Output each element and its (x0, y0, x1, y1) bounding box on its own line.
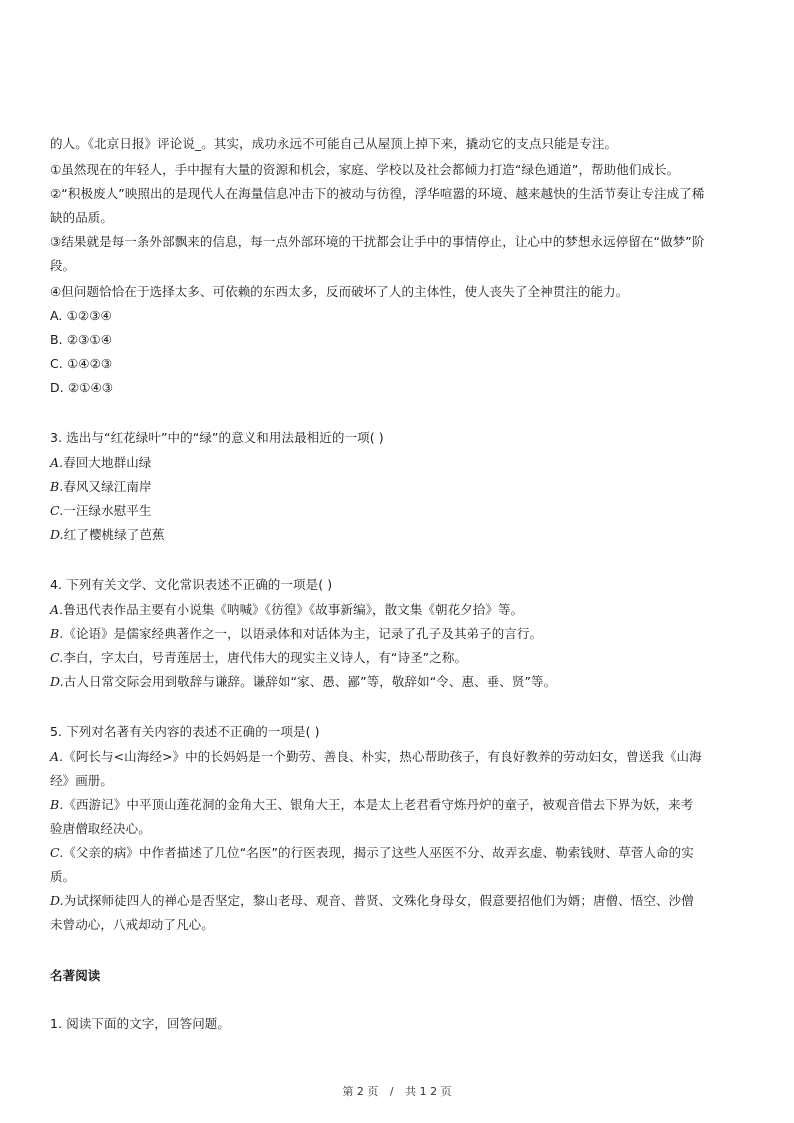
sentence-4: ④但问题恰恰在于选择太多、可依赖的东西太多，反而破坏了人的主体性，使人丧失了全神贯注的能力。 (50, 284, 629, 299)
reading-item-1: 1. 阅读下面的文字，回答问题。 (50, 1016, 231, 1031)
option-a[interactable]: A. ①②③④ (50, 308, 112, 323)
question-3-stem: 3. 选出与“红花绿叶”中的“绿”的意义和用法最相近的一项( ) (50, 430, 384, 445)
q5-option-d-cont: 未曾动心，八戒却动了凡心。 (50, 917, 214, 932)
option-text: 为试探师徒四人的禅心是否坚定，黎山老母、观音、普贤、文殊化身母女，假意要招他们为婿；唐僧、悟空、沙僧 (63, 893, 694, 908)
option-b[interactable]: B. ②③①④ (50, 332, 113, 347)
option-letter: A. (50, 455, 64, 470)
page-footer (0, 1083, 794, 1099)
option-text: 《父亲的病》中作者描述了几位“名医”的行医表现，揭示了这些人巫医不分、故弄玄虚、勒索钱财、草菅人命的实 (63, 845, 694, 860)
sentence-3-cont: 段。 (50, 258, 76, 273)
option-letter: D. (50, 893, 64, 908)
option-text: 鲁迅代表作品主要有小说集《呐喊》《彷徨》《故事新编》，散文集《朝花夕拾》等。 (63, 602, 524, 617)
option-text: 《论语》是儒家经典著作之一，以语录体和对话体为主，记录了孔子及其弟子的言行。 (63, 626, 543, 641)
option-letter: A. (50, 749, 64, 764)
option-d[interactable]: D. ②①④③ (50, 380, 114, 395)
option-letter: B. (50, 797, 64, 812)
option-letter: D. (50, 674, 64, 689)
passage-line: 的人。《北京日报》评论说_。其实，成功永远不可能自己从屋顶上掉下来，撬动它的支点只能是专注。 (50, 136, 618, 151)
option-letter: C. (50, 650, 64, 665)
q4-option-d[interactable] (50, 674, 750, 690)
sentence-3: ③结果就是每一条外部飘来的信息，每一点外部环境的干扰都会让手中的事情停止，让心中的梦想永远停留在“做梦”阶 (50, 234, 705, 249)
q5-option-c-cont: 质。 (50, 869, 76, 884)
q3-option-d[interactable] (50, 527, 750, 543)
option-c[interactable]: C. ①④②③ (50, 356, 113, 371)
option-text: 《阿长与<山海经>》中的长妈妈是一个勤劳、善良、朴实，热心帮助孩子，有良好教养的劳动妇女，曾送我《山海 (63, 749, 702, 764)
q5-option-a-cont: 经》画册。 (50, 773, 114, 788)
q4-option-b[interactable] (50, 626, 750, 642)
q3-option-b[interactable] (50, 479, 750, 495)
q3-option-c[interactable] (50, 503, 750, 519)
question-5-stem: 5. 下列对名著有关内容的表述不正确的一项是( ) (50, 724, 320, 739)
option-text: 红了樱桃绿了芭蕉 (63, 527, 165, 542)
section-title: 名著阅读 (50, 968, 101, 983)
q5-option-a[interactable] (50, 749, 750, 765)
option-letter: B. (50, 626, 64, 641)
q5-option-b-cont: 验唐僧取经决心。 (50, 821, 151, 836)
option-letter: C. (50, 845, 64, 860)
option-text: 古人日常交际会用到敬辞与谦辞。谦辞如“家、愚、鄙”等，敬辞如“令、惠、垂、贤”等。 (63, 674, 557, 689)
option-text: 李白，字太白，号青莲居士，唐代伟大的现实主义诗人，有“诗圣”之称。 (63, 650, 468, 665)
option-letter: B. (50, 479, 64, 494)
option-letter: A. (50, 602, 64, 617)
q5-option-b[interactable] (50, 797, 750, 813)
total-pages: 共 1 2 页 (405, 1085, 452, 1098)
option-text: 一汪绿水慰平生 (63, 503, 152, 518)
option-text: 春风又绿江南岸 (63, 479, 152, 494)
current-page: 第 2 页 (342, 1085, 379, 1098)
option-letter: C. (50, 503, 64, 518)
q4-option-a[interactable] (50, 602, 750, 618)
page-separator: / (389, 1085, 394, 1098)
q5-option-c[interactable] (50, 845, 750, 861)
sentence-2: ②“积极废人”映照出的是现代人在海量信息冲击下的被动与彷徨，浮华喧嚣的环境、越来越快的生活节奏让专注成了稀 (50, 186, 705, 201)
question-4-stem: 4. 下列有关文学、文化常识表述不正确的一项是( ) (50, 577, 333, 592)
sentence-1: ①虽然现在的年轻人，手中握有大量的资源和机会，家庭、学校以及社会都倾力打造“绿色通道”，帮助他们成长。 (50, 162, 680, 177)
q3-option-a[interactable] (50, 455, 750, 471)
q4-option-c[interactable] (50, 650, 750, 666)
q5-option-d[interactable] (50, 893, 750, 909)
option-letter: D. (50, 527, 64, 542)
option-text: 《西游记》中平顶山莲花洞的金角大王、银角大王，本是太上老君看守炼丹炉的童子，被观音借去下界为妖，来考 (63, 797, 694, 812)
option-text: 春回大地群山绿 (63, 455, 152, 470)
sentence-2-cont: 缺的品质。 (50, 210, 114, 225)
